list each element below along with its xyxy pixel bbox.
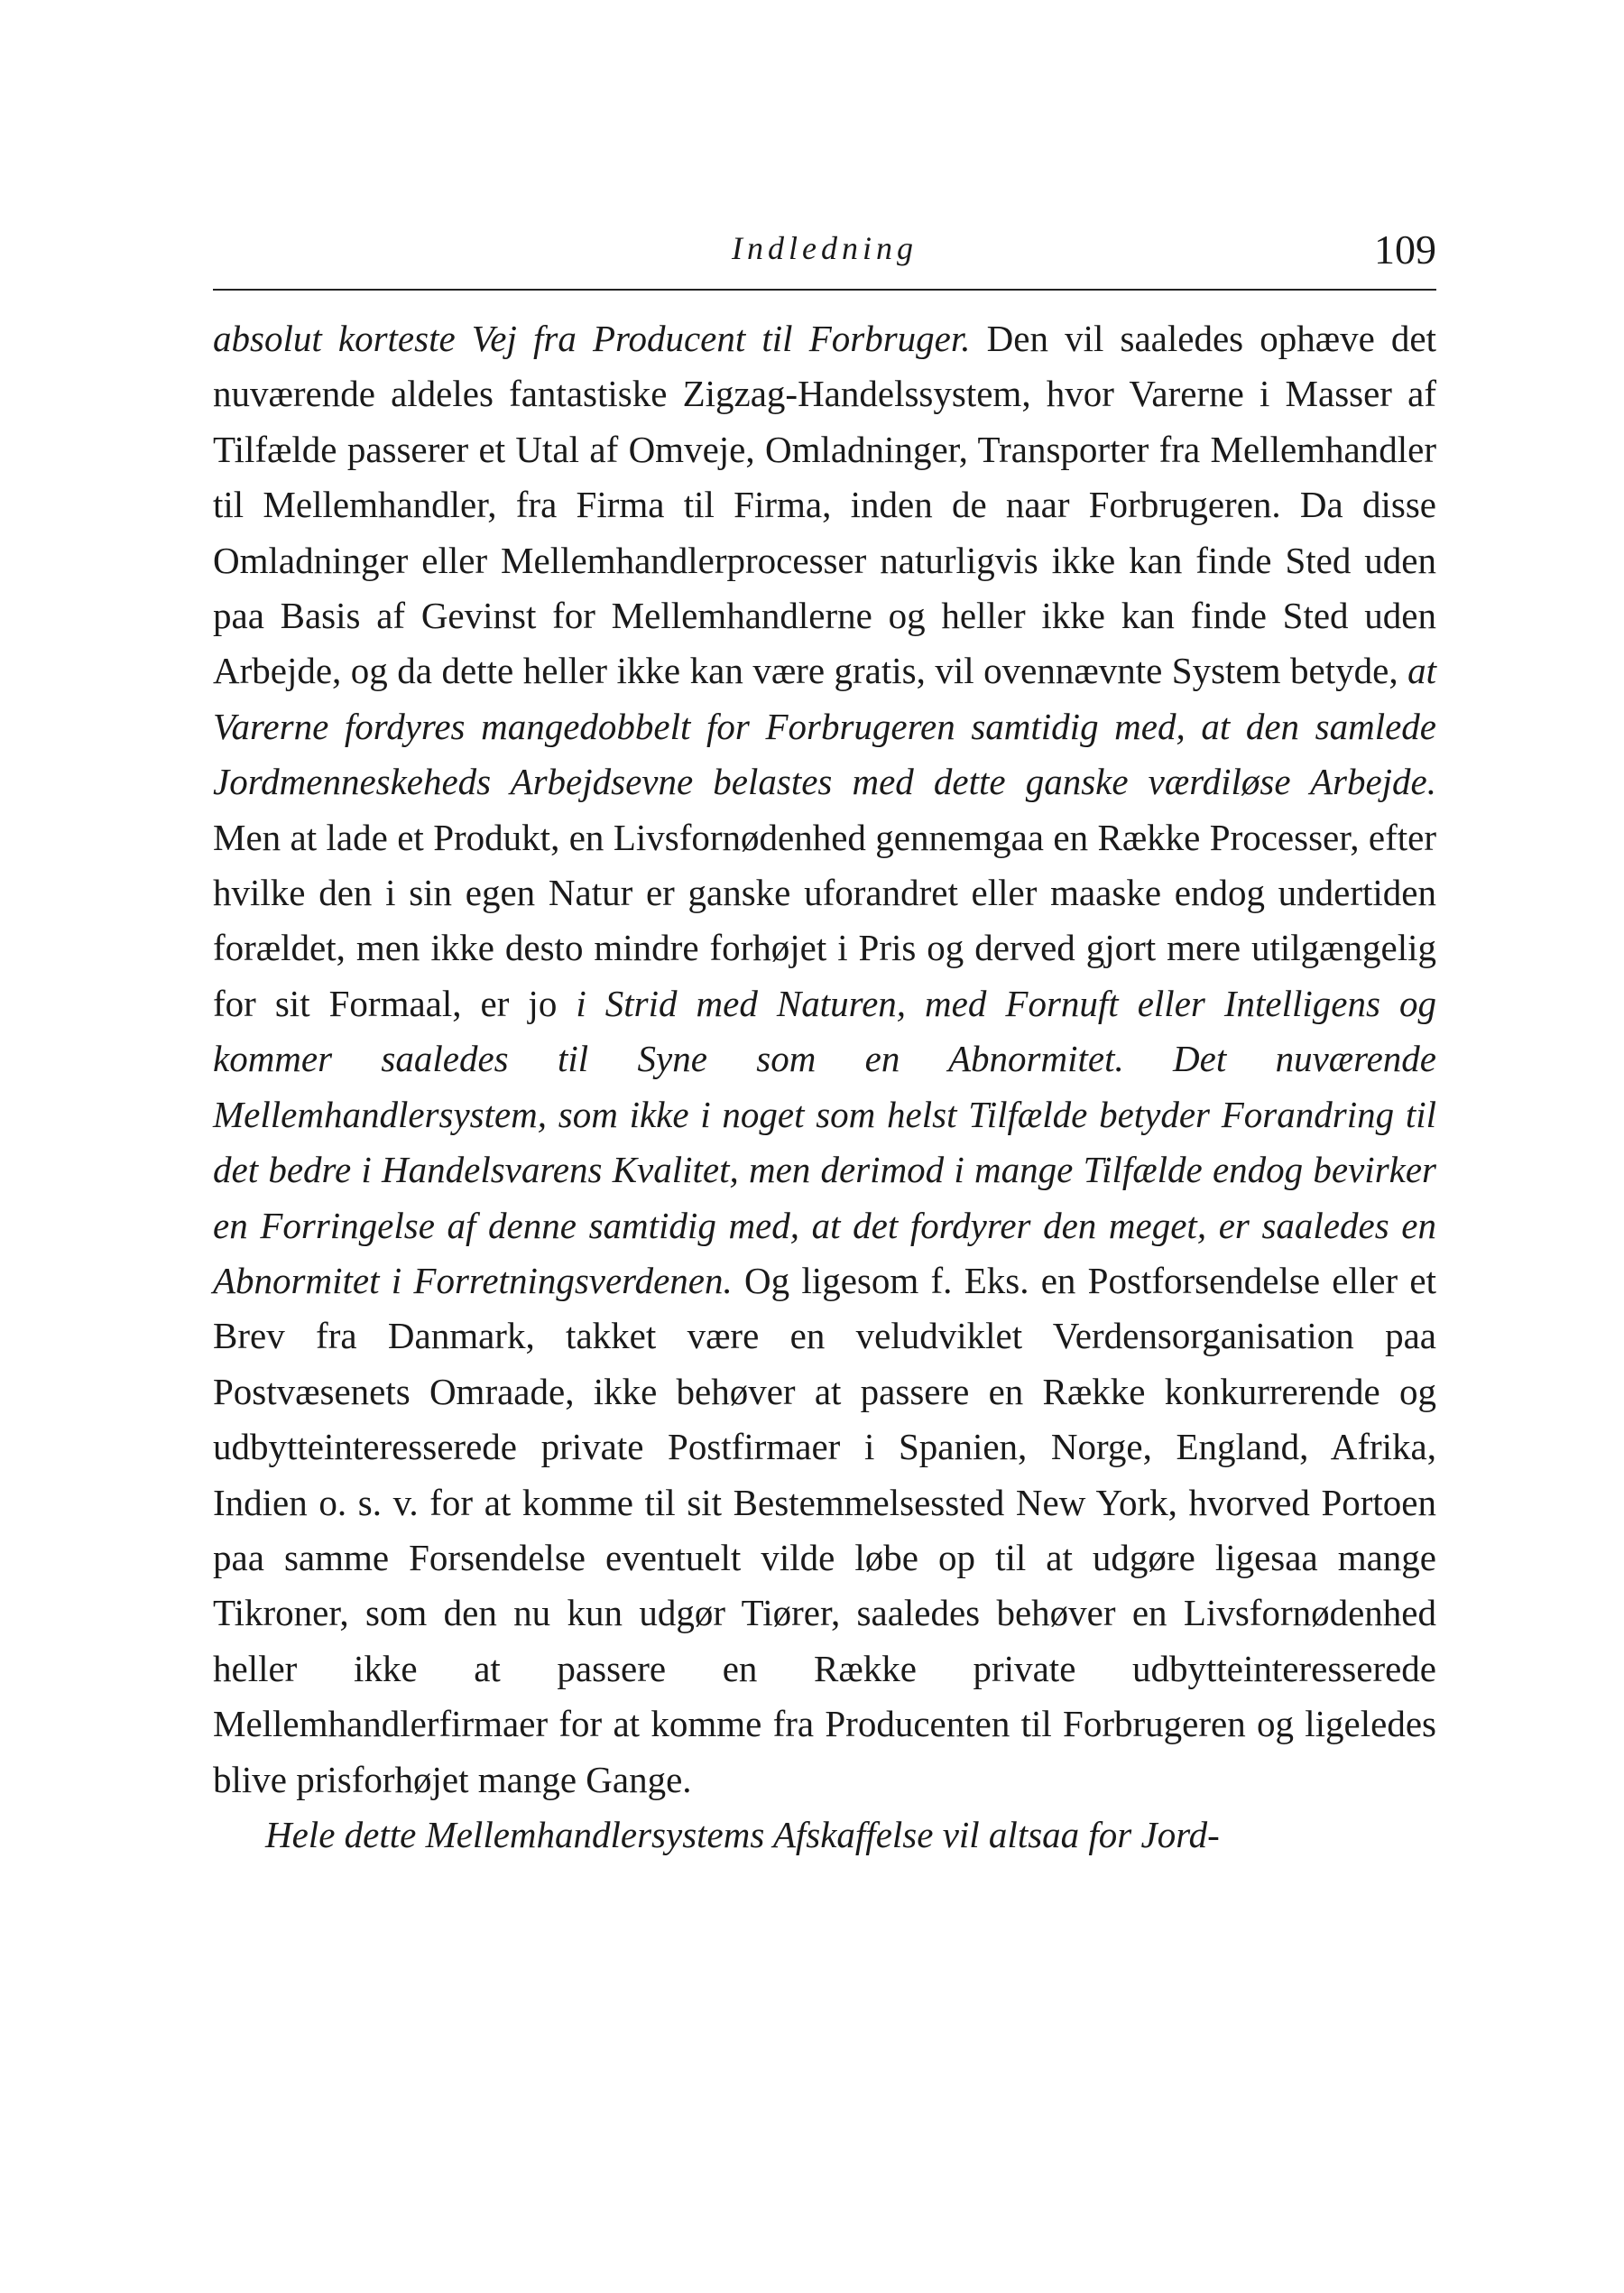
book-page <box>213 0 1436 2293</box>
text-segment-italic: Hele dette Mellemhandlersystems Afskaffelse vil altsaa for Jord- <box>265 1813 1220 1855</box>
text-segment-italic: absolut korteste Vej fra Producent til Forbruger. <box>213 318 971 359</box>
text-segment-italic: at Varerne fordyres mangedobbelt for Forbrugeren samtidig med, at den samlede Jordmenneskeheds Arbejdsevne belastes med dette ganske værdiløse Arbejde. <box>213 650 1436 803</box>
running-head <box>213 226 1436 291</box>
body-text <box>213 311 1436 1863</box>
page-number: 109 <box>1374 227 1436 273</box>
paragraph <box>213 311 1436 1808</box>
paragraph <box>213 1808 1436 1863</box>
text-segment: Og ligesom f. Eks. en Postforsendelse eller et Brev fra Danmark, takket være en veludviklet Verdensorganisation paa Postvæsenets Omraade, ikke behøver at passere en Række konkurrerende og udbytteinteresserede private Postfirmaer i Spanien, Norge, England, Afrika, Indien o. s. v. for at komme til sit Bestemmelsessted New York, hvorved Portoen paa samme Forsendelse eventuelt vilde løbe op til at udgøre ligesaa mange Tikroner, som den nu kun udgør Tiører, saaledes behøver en Livsfornødenhed heller ikke at passere en Række private udbytteinteresserede Mellemhandlerfirmaer for at komme fra Producenten til Forbrugeren og ligeledes blive prisforhøjet mange Gange. <box>213 1259 1436 1800</box>
text-segment: Men at lade et Produkt, en Livsfornødenhed gennemgaa en Række Processer, efter hvilke den i sin egen Natur er ganske uforandret eller maaske endog undertiden forældet, men ikke desto mindre forhøjet i Pris og derved gjort mere utilgængelig for sit Formaal, er jo <box>213 816 1436 1024</box>
text-segment-italic: i Strid med Naturen, med Fornuft eller Intelligens og kommer saaledes til Syne som en Abnormitet. Det nuværende Mellemhandlersystem, som ikke i noget som helst Tilfælde betyder Forandring til det bedre i Handelsvarens Kvalitet, men derimod i mange Tilfælde endog bevirker en Forringelse af denne samtidig med, at det fordyrer den meget, er saaledes en Abnormitet i Forretningsverdenen. <box>213 982 1436 1301</box>
text-segment: Den vil saaledes ophæve det nuværende aldeles fantastiske Zigzag-Handelssystem, hvor Varerne i Masser af Tilfælde passerer et Utal af Omveje, Omladninger, Transporter fra Mellemhandler til Mellemhandler, fra Firma til Firma, inden de naar Forbrugeren. Da disse Omladninger eller Mellemhandlerprocesser naturligvis ikke kan finde Sted uden paa Basis af Gevinst for Mellemhandlerne og heller ikke kan finde Sted uden Arbejde, og da dette heller ikke kan være gratis, vil ovennævnte System betyde, <box>213 318 1436 692</box>
running-title: Indledning <box>732 230 918 266</box>
